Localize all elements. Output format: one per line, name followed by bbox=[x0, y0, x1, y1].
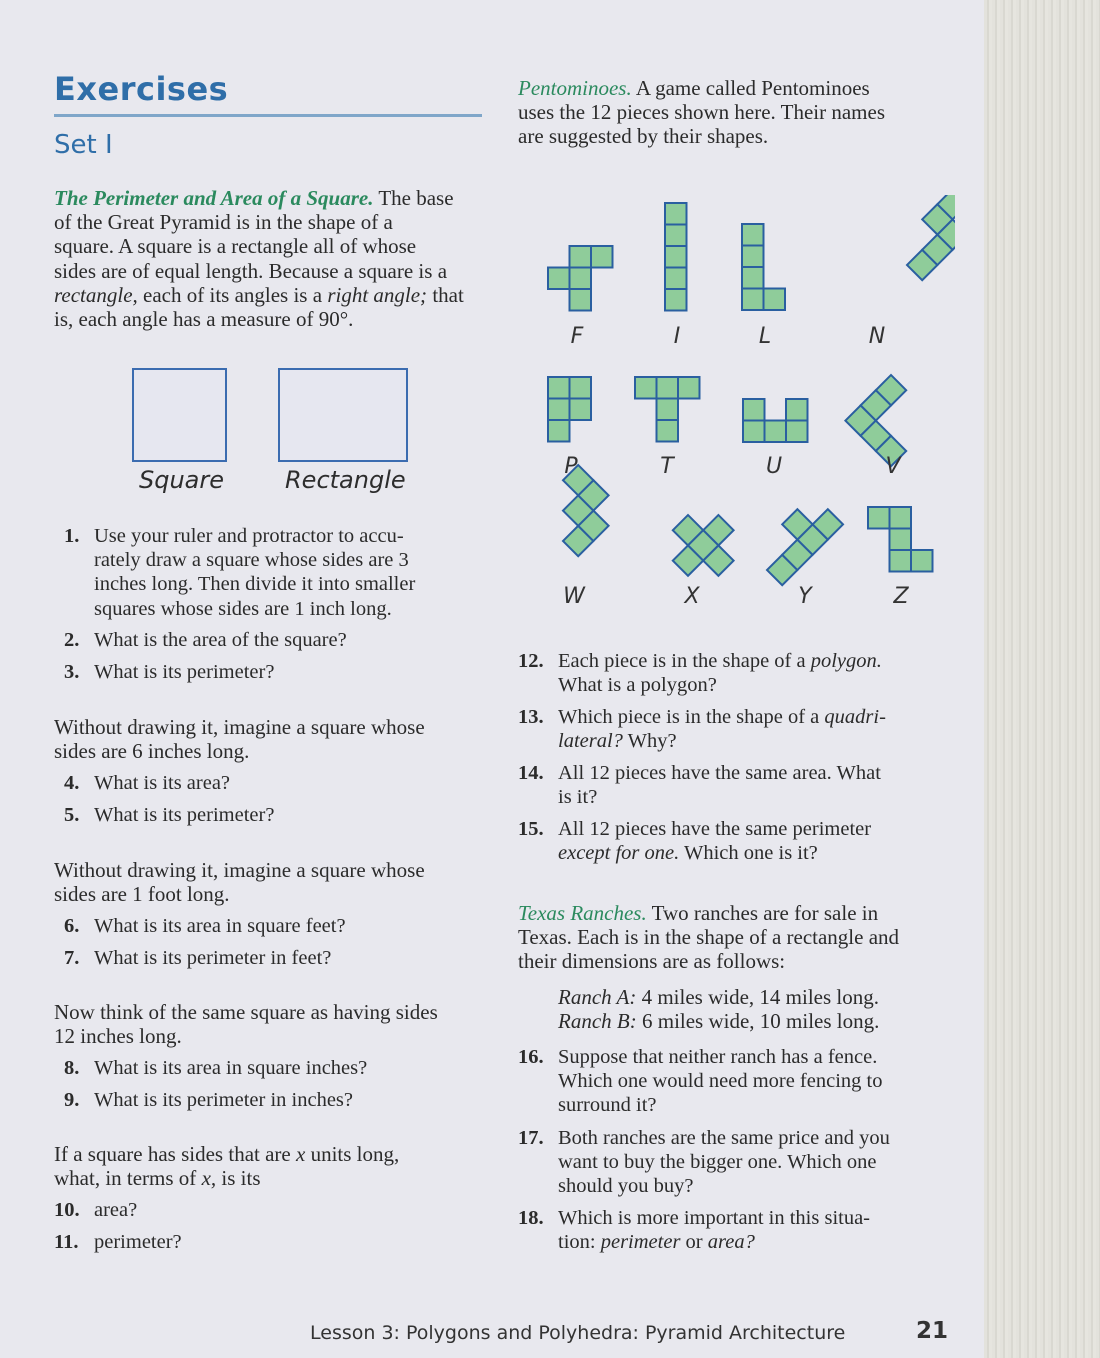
question-em: perimeter bbox=[600, 1231, 681, 1254]
question-line: What is the area of the square? bbox=[94, 629, 347, 651]
pentomino-square bbox=[743, 421, 765, 443]
pentomino-n bbox=[892, 195, 955, 280]
pentomino-square bbox=[665, 289, 687, 311]
prompt-var: x, bbox=[201, 1166, 217, 1191]
pentomino-letter-t: T bbox=[660, 454, 674, 479]
question-em: except for one. bbox=[558, 842, 680, 865]
question-line: Suppose that neither ranch has a fence. bbox=[558, 1046, 878, 1068]
question-line: rately draw a square whose sides are 3 bbox=[94, 549, 409, 572]
pentomino-l bbox=[742, 224, 785, 310]
question-number: 5. bbox=[64, 804, 80, 826]
pentomino-square bbox=[548, 377, 570, 399]
pentomino-letter-l: L bbox=[758, 324, 772, 349]
pentomino-square bbox=[890, 550, 912, 572]
title-rule bbox=[54, 114, 482, 117]
square-label: Square bbox=[139, 466, 225, 494]
pentomino-letter-v: V bbox=[885, 454, 901, 479]
pentomino-i bbox=[665, 203, 687, 311]
question-line: What is its perimeter in inches? bbox=[94, 1089, 354, 1111]
question-number: 10. bbox=[54, 1199, 80, 1221]
pentomino-letter-u: U bbox=[765, 454, 783, 479]
question-number: 17. bbox=[518, 1127, 544, 1149]
prompt-text: is its bbox=[216, 1166, 261, 1191]
pentomino-letter-p: P bbox=[564, 454, 578, 479]
pentomino-square bbox=[764, 289, 786, 311]
question-line: What is its perimeter? bbox=[94, 804, 275, 826]
question-line: is it? bbox=[558, 786, 598, 809]
question-number: 2. bbox=[64, 629, 80, 651]
prompt-line: Without drawing it, imagine a square whose bbox=[54, 715, 425, 739]
question-line: area? bbox=[94, 1199, 138, 1221]
intro-text: Two ranches are for sale in bbox=[646, 901, 879, 925]
pentomino-v bbox=[845, 375, 936, 466]
question-number: 3. bbox=[64, 661, 80, 683]
pentomino-square bbox=[911, 550, 933, 572]
question-line: want to buy the bigger one. Which one bbox=[558, 1151, 877, 1174]
intro-line: Texas. Each is in the shape of a rectangle and bbox=[518, 925, 900, 950]
pentominoes-intro bbox=[518, 76, 958, 149]
pentomino-letter-y: Y bbox=[798, 584, 812, 609]
pentomino-x bbox=[658, 500, 749, 591]
question-text: Which piece is in the shape of a bbox=[558, 706, 825, 728]
pentomino-square bbox=[570, 268, 592, 290]
intro-line: square. A square is a rectangle all of whose bbox=[54, 234, 417, 259]
page-title: Exercises bbox=[54, 70, 229, 108]
pentomino-letter-f: F bbox=[570, 324, 584, 349]
pentomino-square bbox=[665, 203, 687, 225]
pentomino-square bbox=[548, 268, 570, 290]
pentomino-pieces bbox=[515, 195, 955, 615]
pentomino-u bbox=[743, 399, 808, 442]
question-line: What is its area in square inches? bbox=[94, 1057, 368, 1079]
footer-lesson: Lesson 3: Polygons and Polyhedra: Pyramid Architecture bbox=[310, 1322, 846, 1344]
ranch-a-label: Ranch A: bbox=[558, 985, 637, 1009]
ranch-b-text: 6 miles wide, 10 miles long. bbox=[636, 1009, 880, 1034]
pentomino-square bbox=[742, 246, 764, 268]
question-line: Both ranches are the same price and you bbox=[558, 1127, 890, 1149]
pentomino-square bbox=[665, 268, 687, 290]
square-figure bbox=[132, 368, 227, 462]
intro-heading: The Perimeter and Area of a Square. bbox=[54, 186, 374, 210]
question-line: What is its perimeter? bbox=[94, 661, 275, 683]
prompt-line: sides are 6 inches long. bbox=[54, 739, 250, 764]
intro-text: that bbox=[427, 282, 464, 307]
question-em: area? bbox=[707, 1231, 755, 1254]
question-line: perimeter? bbox=[94, 1231, 182, 1253]
question-text: tion: bbox=[558, 1231, 601, 1254]
question-text: Why? bbox=[622, 730, 677, 753]
question-number: 18. bbox=[518, 1207, 544, 1229]
question-line: Use your ruler and protractor to accu- bbox=[94, 525, 404, 547]
ranch-a-text: 4 miles wide, 14 miles long. bbox=[636, 985, 879, 1009]
question-line: All 12 pieces have the same perimeter bbox=[558, 818, 872, 840]
intro-line: sides are of equal length. Because a square is a bbox=[54, 258, 448, 283]
question-text: Which one is it? bbox=[679, 842, 818, 865]
question-line: should you buy? bbox=[558, 1175, 694, 1198]
pentomino-square bbox=[657, 420, 679, 442]
ranch-dimensions bbox=[558, 985, 958, 1033]
intro-line: uses the 12 pieces shown here. Their names bbox=[518, 100, 886, 125]
intro-text: each of its angles is a bbox=[137, 282, 328, 307]
intro-line: The base bbox=[373, 186, 454, 210]
intro-em: rectangle, bbox=[54, 282, 138, 307]
question-em: quadri- bbox=[824, 706, 886, 728]
question-number: 12. bbox=[518, 650, 544, 672]
question-line: What is a polygon? bbox=[558, 674, 717, 697]
pentomino-square bbox=[890, 529, 912, 551]
pentomino-square bbox=[657, 377, 679, 399]
prompt-six-inch bbox=[54, 715, 494, 763]
question-number: 15. bbox=[518, 818, 544, 840]
prompt-line: Now think of the same square as having sides bbox=[54, 1000, 438, 1024]
pentomino-square bbox=[548, 399, 570, 421]
prompt-twelve-inch bbox=[54, 1000, 494, 1048]
pentomino-square bbox=[678, 377, 700, 399]
pentomino-f bbox=[548, 246, 613, 311]
pentomino-square bbox=[570, 399, 592, 421]
ranches-heading: Texas Ranches. bbox=[518, 901, 647, 925]
question-em: polygon. bbox=[810, 650, 882, 672]
pentomino-square bbox=[743, 399, 765, 421]
prompt-var: x bbox=[295, 1142, 306, 1166]
pentomino-z bbox=[868, 507, 933, 572]
rectangle-figure bbox=[278, 368, 408, 462]
pentomino-square bbox=[786, 421, 808, 443]
prompt-x-units bbox=[54, 1142, 494, 1190]
intro-em: right angle; bbox=[327, 282, 428, 307]
pentomino-square bbox=[868, 507, 890, 529]
prompt-text: units long, bbox=[305, 1142, 400, 1166]
pentomino-square bbox=[742, 289, 764, 311]
pentomino-square bbox=[635, 377, 657, 399]
question-number: 6. bbox=[64, 915, 80, 937]
pentomino-square bbox=[570, 289, 592, 311]
pentomino-square bbox=[657, 399, 679, 421]
question-number: 14. bbox=[518, 762, 544, 784]
pentomino-square bbox=[742, 224, 764, 246]
intro-line: are suggested by their shapes. bbox=[518, 124, 769, 149]
question-line: squares whose sides are 1 inch long. bbox=[94, 597, 392, 620]
question-number: 7. bbox=[64, 947, 80, 969]
prompt-text: what, in terms of bbox=[54, 1166, 202, 1191]
pentomino-letter-i: I bbox=[673, 324, 681, 349]
question-number: 4. bbox=[64, 772, 80, 794]
question-number: 16. bbox=[518, 1046, 544, 1068]
pentomino-square bbox=[765, 421, 787, 443]
question-line: Which is more important in this situa- bbox=[558, 1207, 871, 1229]
question-em: lateral? bbox=[558, 730, 623, 753]
question-line: All 12 pieces have the same area. What bbox=[558, 762, 881, 784]
pentominoes-heading: Pentominoes. bbox=[518, 76, 632, 100]
pentomino-t bbox=[635, 377, 700, 442]
question-number: 8. bbox=[64, 1057, 80, 1079]
question-line: What is its area? bbox=[94, 772, 231, 794]
set-title: Set I bbox=[54, 130, 113, 160]
question-line: Which one would need more fencing to bbox=[558, 1070, 883, 1093]
ranch-b-label: Ranch B: bbox=[558, 1009, 637, 1034]
pentomino-square bbox=[570, 377, 592, 399]
question-line: What is its area in square feet? bbox=[94, 915, 346, 937]
question-text: Each piece is in the shape of a bbox=[558, 650, 811, 672]
intro-line: is, each angle has a measure of 90°. bbox=[54, 307, 354, 332]
pentomino-square bbox=[548, 420, 570, 442]
question-line: inches long. Then divide it into smaller bbox=[94, 573, 416, 596]
pentomino-p bbox=[548, 377, 591, 442]
rectangle-label: Rectangle bbox=[285, 466, 406, 494]
pentomino-square bbox=[665, 246, 687, 268]
page-edge bbox=[984, 0, 1100, 1358]
question-line: What is its perimeter in feet? bbox=[94, 947, 332, 969]
pentomino-y bbox=[752, 494, 843, 585]
question-number: 13. bbox=[518, 706, 544, 728]
intro-paragraph bbox=[54, 186, 494, 331]
intro-line: of the Great Pyramid is in the shape of a bbox=[54, 210, 393, 235]
question-line: surround it? bbox=[558, 1094, 657, 1117]
page-number: 21 bbox=[916, 1318, 949, 1344]
question-number: 11. bbox=[54, 1231, 79, 1253]
intro-line: their dimensions are as follows: bbox=[518, 949, 786, 974]
intro-text: A game called Pentominoes bbox=[631, 76, 870, 100]
pentomino-square bbox=[786, 399, 808, 421]
pentomino-square bbox=[742, 267, 764, 289]
pentomino-square bbox=[591, 246, 613, 268]
prompt-line: Without drawing it, imagine a square whose bbox=[54, 858, 425, 882]
pentomino-letter-z: Z bbox=[893, 584, 909, 609]
prompt-line: sides are 1 foot long. bbox=[54, 882, 230, 907]
pentomino-letter-n: N bbox=[868, 324, 886, 349]
pentomino-letter-w: W bbox=[563, 584, 585, 609]
question-number: 1. bbox=[64, 525, 80, 547]
pentomino-letter-x: X bbox=[684, 584, 700, 609]
prompt-one-foot bbox=[54, 858, 494, 906]
prompt-text: If a square has sides that are bbox=[54, 1142, 296, 1166]
pentomino-square bbox=[570, 246, 592, 268]
prompt-line: 12 inches long. bbox=[54, 1024, 182, 1049]
pentomino-square bbox=[665, 225, 687, 247]
question-text: or bbox=[680, 1231, 708, 1254]
ranches-intro bbox=[518, 901, 958, 974]
pentomino-square bbox=[890, 507, 912, 529]
question-number: 9. bbox=[64, 1089, 80, 1111]
